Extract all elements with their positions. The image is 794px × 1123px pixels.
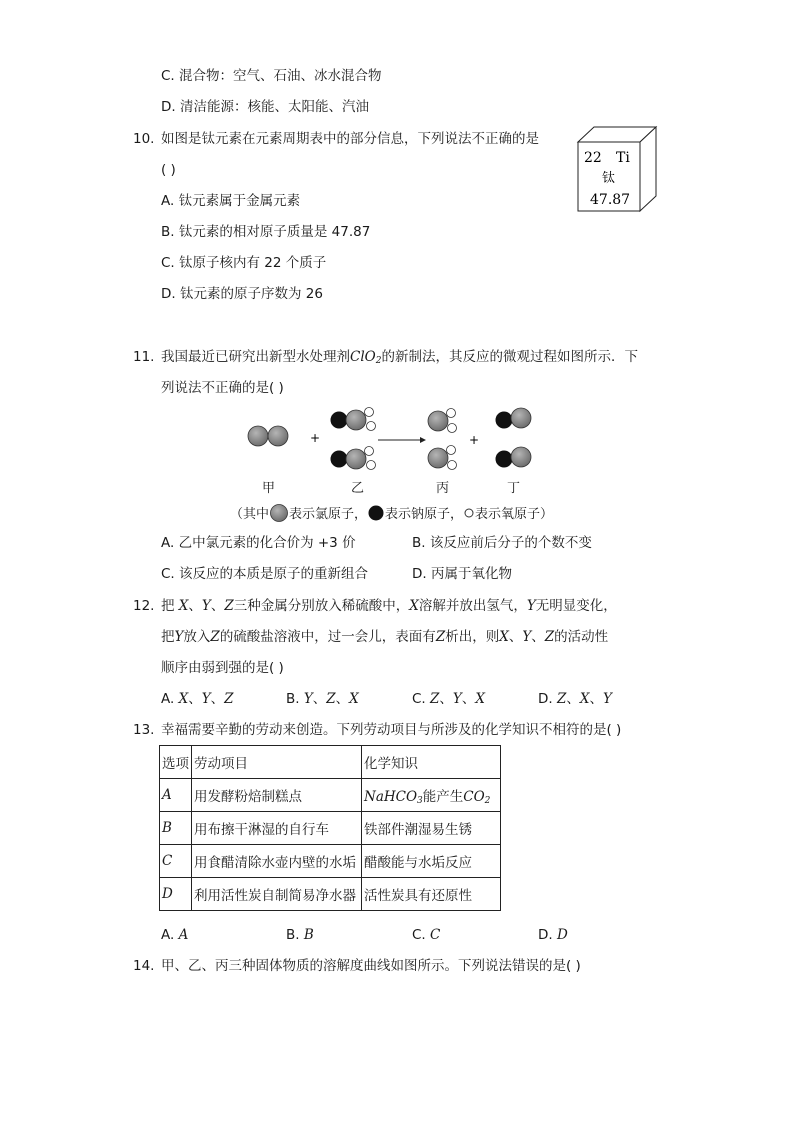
table-header-row <box>160 746 501 779</box>
row-option: B <box>160 812 192 845</box>
header-knowledge: 化学知识 <box>362 746 501 779</box>
sodium-atom-icon <box>367 505 385 521</box>
q14-stem: 甲、乙、丙三种固体物质的溶解度曲线如图所示。下列说法错误的是( ) <box>161 958 581 974</box>
q14-number: 14. <box>133 958 155 974</box>
q11-option-a: A. 乙中氯元素的化合价为 +3 价 <box>161 535 356 551</box>
q10-paren: ( ) <box>161 162 176 178</box>
label-jia: 甲 <box>262 481 276 496</box>
titanium-element-cell <box>576 124 660 214</box>
row-knowledge: NaHCO$_3$能产生$CO_2$ <box>362 779 501 812</box>
q12-stem-line1: 把 X、Y、Z三种金属分别放入稀硫酸中，X溶解并放出氢气，Y无明显变化， <box>161 598 617 614</box>
q11-option-c: C. 该反应的本质是原子的重新组合 <box>161 566 369 582</box>
molecule-yi-2 <box>331 447 376 470</box>
q13-option-c: C. C <box>412 927 441 943</box>
row-task: 用发酵粉焙制糕点 <box>192 779 362 812</box>
q13-stem: 幸福需要辛勤的劳动来创造。下列劳动项目与所涉及的化学知识不相符的是( ) <box>161 722 622 738</box>
molecule-ding-2 <box>496 447 531 467</box>
row-task: 用食醋清除水壶内壁的水垢 <box>192 845 362 878</box>
row-knowledge: 活性炭具有还原性 <box>362 878 501 911</box>
table-row <box>160 845 501 878</box>
molecule-bing-2 <box>428 446 457 470</box>
q13-option-d: D. D <box>538 927 568 943</box>
q13-option-b: B. B <box>286 927 314 943</box>
header-option: 选项 <box>160 746 192 779</box>
q9-option-c: C. 混合物：空气、石油、冰水混合物 <box>161 68 382 84</box>
q10-number: 10. <box>133 131 155 147</box>
row-option: C <box>160 845 192 878</box>
plus-sign-2: + <box>469 433 480 447</box>
molecule-bing-1 <box>428 409 457 433</box>
oxygen-atom-icon <box>463 507 475 519</box>
reaction-arrowhead <box>420 437 426 443</box>
q13-number: 13. <box>133 722 155 738</box>
q10-option-c: C. 钛原子核内有 22 个质子 <box>161 255 327 271</box>
label-bing: 丙 <box>436 481 450 496</box>
table-row <box>160 812 501 845</box>
header-task: 劳动项目 <box>192 746 362 779</box>
row-task: 用布擦干淋湿的自行车 <box>192 812 362 845</box>
q12-stem-line2: 把Y放入Z的硫酸盐溶液中，过一会儿，表面有Z析出，则X、Y、Z的活动性 <box>161 629 609 645</box>
element-name: 钛 <box>602 171 616 186</box>
q10-option-b: B. 钛元素的相对原子质量是 47.87 <box>161 224 371 240</box>
element-mass: 47.87 <box>590 192 631 208</box>
molecule-jia <box>248 426 288 446</box>
molecule-yi-1 <box>331 408 376 431</box>
table-row <box>160 779 501 812</box>
row-knowledge: 铁部件潮湿易生锈 <box>362 812 501 845</box>
q11-stem-line2: 列说法不正确的是( ) <box>161 380 284 396</box>
q13-table <box>159 745 501 911</box>
row-task: 利用活性炭自制简易净水器 <box>192 878 362 911</box>
q12-stem-line3: 顺序由弱到强的是( ) <box>161 660 284 676</box>
row-option: A <box>160 779 192 812</box>
element-atomic-number: 22 <box>584 150 602 166</box>
row-knowledge: 醋酸能与水垢反应 <box>362 845 501 878</box>
row-option: D <box>160 878 192 911</box>
q12-option-d: D. Z、X、Y <box>538 691 612 707</box>
q12-number: 12. <box>133 598 155 614</box>
reaction-legend: （其中 表示氯原子， 表示钠原子， 表示氧原子） <box>230 504 553 525</box>
q11-number: 11. <box>133 349 155 365</box>
q9-option-d: D. 清洁能源：核能、太阳能、汽油 <box>161 99 369 115</box>
table-row <box>160 878 501 911</box>
q10-stem: 如图是钛元素在元素周期表中的部分信息，下列说法不正确的是 <box>161 131 539 147</box>
q13-option-a: A. A <box>161 927 189 943</box>
q10-option-d: D. 钛元素的原子序数为 26 <box>161 286 323 302</box>
label-ding: 丁 <box>507 481 521 496</box>
element-symbol: Ti <box>616 150 630 166</box>
q12-option-c: C. Z、Y、X <box>412 691 485 707</box>
q11-stem: 我国最近已研究出新型水处理剂ClO$_2$的新制法，其反应的微观过程如图所示．下 <box>161 349 638 366</box>
plus-sign-1: + <box>310 431 321 445</box>
q11-option-b: B. 该反应前后分子的个数不变 <box>412 535 592 551</box>
reaction-diagram <box>240 402 540 474</box>
chlorine-atom-icon <box>269 504 289 522</box>
molecule-ding-1 <box>496 408 531 428</box>
q12-option-b: B. Y、Z、X <box>286 691 359 707</box>
q12-option-a: A. X、Y、Z <box>161 691 234 707</box>
q11-option-d: D. 丙属于氧化物 <box>412 566 512 582</box>
label-yi: 乙 <box>351 481 365 496</box>
q10-option-a: A. 钛元素属于金属元素 <box>161 193 301 209</box>
